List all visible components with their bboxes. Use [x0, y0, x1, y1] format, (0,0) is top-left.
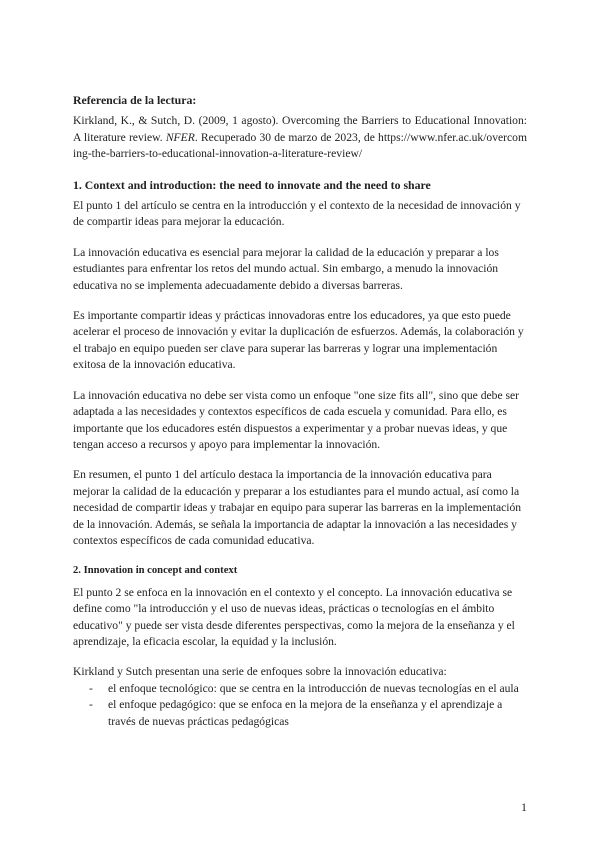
section-1-paragraph: La innovación educativa es esencial para mejorar la calidad de la educación y preparar a los estudiantes para enfrentar los retos del mundo actual. Sin embargo, a menudo la innovación educativa no se implementa adecuadamente debido a diversas barreras.	[73, 245, 499, 292]
list-item	[73, 697, 527, 730]
citation-url[interactable]: https://www.nfer.ac.uk/overcoming-the-barriers-to-educational-innovation-a-literature-review/	[73, 130, 527, 161]
citation-rest: . Recuperado 30 de marzo de 2023, de	[194, 130, 379, 144]
citation-publisher: NFER	[165, 130, 195, 144]
reference-citation	[73, 113, 527, 162]
citation-authors: Kirkland, K., & Sutch, D. (2009, 1 agosto). Overcoming the Barriers to Educational Innovation: A literature review.	[73, 114, 527, 144]
section-1-paragraph: El punto 1 del artículo se centra en la introducción y el contexto de la necesidad de innovación y de compartir ideas para mejorar la educación.	[73, 199, 521, 229]
document-body	[73, 92, 527, 730]
section-2-title: 2. Innovation in concept and context	[73, 565, 238, 577]
section-1-paragraph: En resumen, el punto 1 del artículo destaca la importancia de la innovación educativa para mejorar la calidad de la educación y preparar a los estudiantes para el mundo actual, así como la necesidad de compartir ideas y trabajar en equipo para superar las barreras en la implementación de la innovación. Además, se señala la importancia de adaptar la innovación a las necesidades y contextos específicos de cada comunidad educativa.	[73, 468, 522, 547]
section-2-paragraph: Kirkland y Sutch presentan una serie de enfoques sobre la innovación educativa:	[73, 665, 447, 679]
section-1-paragraph: La innovación educativa no debe ser vista como un enfoque "one size fits all", sino que debe ser adaptada a las necesidades y contextos específicos de cada escuela y comunidad. Para ello, es importante que los educadores estén dispuestos a experimentar y a probar nuevas ideas, y que tengan acceso a recursos y apoyo para implementar la innovación.	[73, 388, 520, 451]
list-item-text: el enfoque tecnológico: que se centra en la introducción de nuevas tecnologías en el aula	[108, 681, 519, 695]
reference-title: Referencia de la lectura:	[73, 93, 197, 107]
page-number: 1	[521, 800, 527, 814]
list-dash: -	[89, 681, 93, 695]
list-item-text: el enfoque pedagógico: que se enfoca en la mejora de la enseñanza y el aprendizaje a través de nuevas prácticas pedagógicas	[108, 698, 503, 728]
section-1-title: 1. Context and introduction: the need to innovate and the need to share	[73, 177, 431, 192]
section-1-paragraph: Es importante compartir ideas y prácticas innovadoras entre los educadores, ya que esto puede acelerar el proceso de innovación y evitar la duplicación de esfuerzos. Además, la colaboración y el trabajo en equipo pueden ser clave para superar las barreras y lograr una implementación exitosa de la innovación educativa.	[73, 309, 524, 372]
approaches-list	[73, 681, 527, 730]
list-item	[73, 681, 527, 697]
list-dash: -	[89, 698, 93, 712]
section-2-paragraph: El punto 2 se enfoca en la innovación en el contexto y el concepto. La innovación educativa se define como "la introducción y el uso de nuevas ideas, prácticas o tecnologías en el ámbito educativo" y puede ser vista desde diferentes perspectivas, como la mejora de la enseñanza y el aprendizaje, la eficacia escolar, la equidad y la inclusión.	[73, 585, 515, 648]
